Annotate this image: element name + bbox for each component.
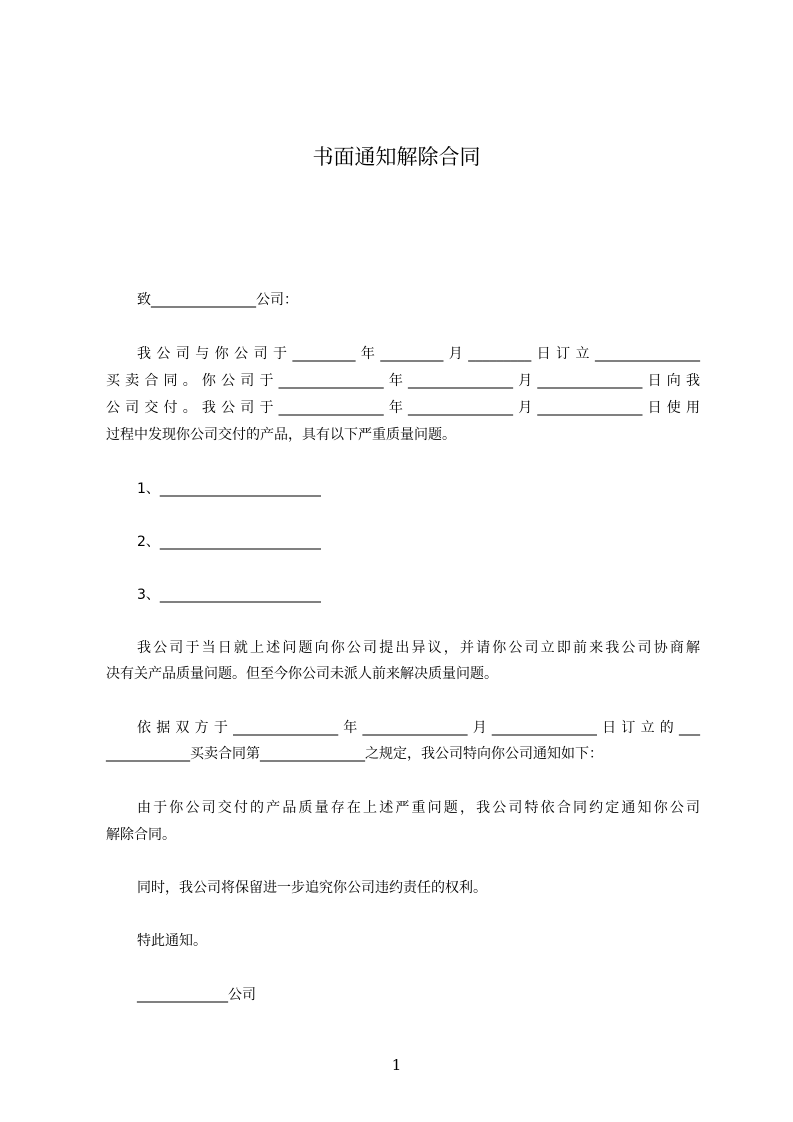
issue-item-2: 2、_______________________ — [137, 534, 321, 550]
paragraph-2-line-2: 决有关产品质量问题。但至今你公司未派人前来解决质量问题。 — [106, 666, 498, 682]
paragraph-2-line-1: 我公司于当日就上述问题向你公司提出异议，并请你公司立即前来我公司协商解 — [137, 640, 700, 656]
paragraph-1-line-3: 公司交付。我公司于_______________年_______________月_______________日使用 — [106, 400, 700, 416]
closing-notice: 特此通知。 — [137, 933, 207, 949]
paragraph-1-line-4: 过程中发现你公司交付的产品，具有以下严重质量问题。 — [106, 427, 456, 443]
issue-item-3: 3、_______________________ — [137, 587, 321, 603]
paragraph-4-line-2: 解除合同。 — [106, 827, 176, 843]
paragraph-1-line-2: 买卖合同。你公司于_______________年_______________月_______________日向我 — [106, 373, 700, 389]
salutation: 致_______________公司： — [137, 292, 298, 308]
paragraph-3-line-1: 依据双方于_______________年_______________月_______________日订立的___ — [137, 720, 700, 736]
paragraph-5: 同时，我公司将保留进一步追究你公司违约责任的权利。 — [137, 880, 487, 896]
signature-line: _____________公司 — [137, 987, 256, 1003]
issue-item-1: 1、_______________________ — [137, 481, 321, 497]
page-number: 1 — [391, 1056, 402, 1074]
document-title: 书面通知解除合同 — [312, 145, 481, 169]
paragraph-1-line-1: 我公司与你公司于_________年_________月_________日订立_______________ — [137, 346, 700, 362]
paragraph-4-line-1: 由于你公司交付的产品质量存在上述严重问题，我公司特依合同约定通知你公司 — [137, 800, 700, 816]
paragraph-3-line-2: ____________买卖合同第_______________之规定，我公司特向你公司通知如下： — [106, 746, 603, 762]
